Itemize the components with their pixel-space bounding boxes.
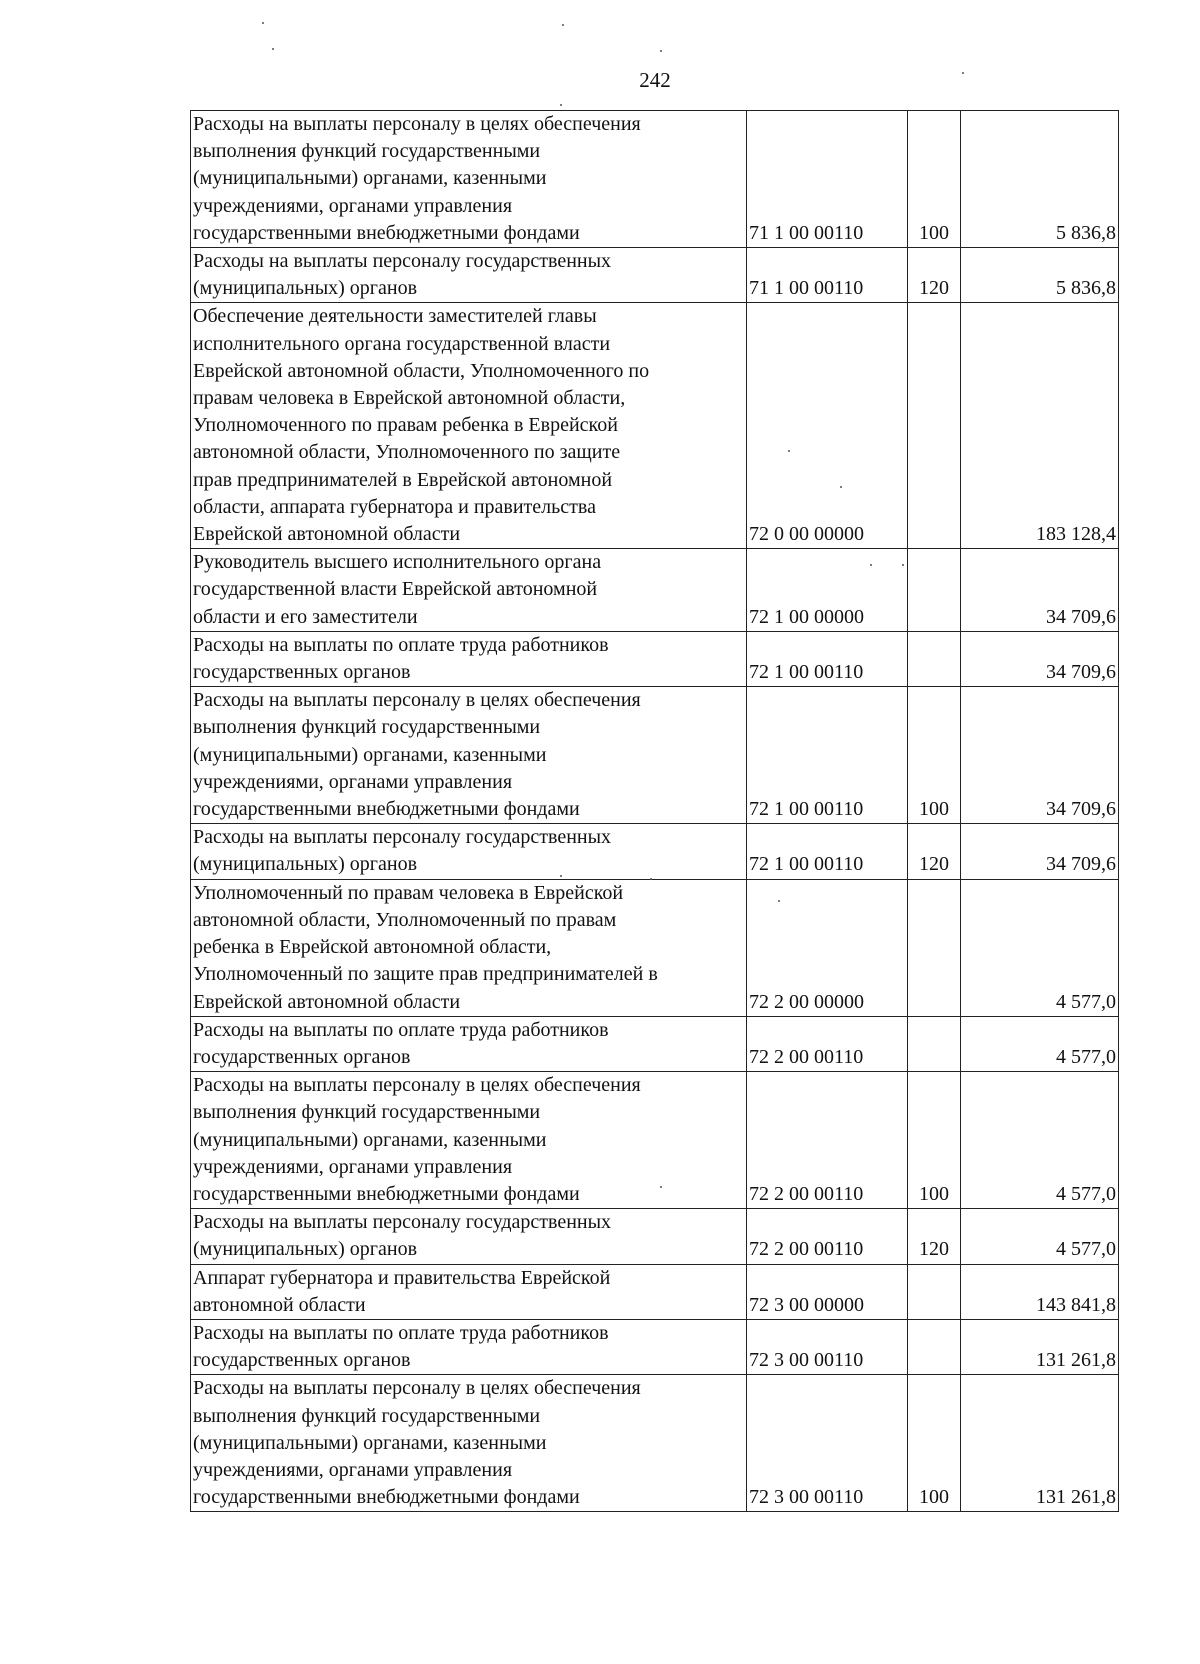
- page-number: 242: [639, 68, 671, 92]
- row-name-line: (муниципальными) органами, казенными: [193, 167, 547, 190]
- row-amount-cell: 34 709,6: [961, 687, 1119, 824]
- scan-speck: [562, 24, 564, 26]
- scan-speck: [778, 900, 780, 902]
- row-expense-type-cell: [908, 1264, 961, 1319]
- row-name-line: государственных органов: [193, 1045, 411, 1068]
- row-expense-type-cell: 100: [908, 687, 961, 824]
- row-expense-type-cell: [908, 549, 961, 632]
- row-name-line: Расходы на выплаты персоналу государственных: [193, 1211, 612, 1234]
- row-name-line: Расходы на выплаты персоналу государственных: [193, 826, 612, 849]
- table-row: [191, 1264, 1119, 1319]
- row-name-line: Расходы на выплаты персоналу в целях обеспечения: [193, 113, 641, 135]
- row-name-line: выполнения функций государственными: [193, 140, 541, 163]
- row-code-cell: 72 3 00 00110: [747, 1375, 908, 1512]
- row-name-cell: [191, 1319, 747, 1374]
- row-name-line: государственных органов: [193, 1349, 411, 1372]
- row-name-line: Расходы на выплаты персоналу в целях обеспечения: [193, 1377, 641, 1400]
- row-name-line: Расходы на выплаты по оплате труда работников: [193, 633, 609, 656]
- table-row: [191, 1209, 1119, 1264]
- row-name-line: исполнительного органа государственной власти: [193, 332, 611, 355]
- row-name-line: (муниципальных) органов: [193, 853, 418, 876]
- table-row: [191, 1319, 1119, 1374]
- row-amount-cell: 131 261,8: [961, 1319, 1119, 1374]
- scan-speck: [272, 48, 274, 50]
- scan-speck: [902, 564, 904, 566]
- row-name-line: выполнения функций государственными: [193, 1101, 541, 1124]
- row-code-cell: 72 1 00 00110: [747, 824, 908, 879]
- row-amount-cell: 143 841,8: [961, 1264, 1119, 1319]
- row-name-line: области и его заместители: [193, 605, 418, 628]
- row-name-line: учреждениями, органами управления: [193, 1458, 513, 1481]
- row-amount-cell: 34 709,6: [961, 824, 1119, 879]
- row-amount-cell: 4 577,0: [961, 879, 1119, 1016]
- scan-speck: [560, 104, 562, 106]
- row-name-cell: [191, 1264, 747, 1319]
- row-expense-type-cell: 100: [908, 1072, 961, 1209]
- row-name-line: Расходы на выплаты персоналу в целях обеспечения: [193, 689, 641, 712]
- row-expense-type-cell: 100: [908, 1375, 961, 1512]
- row-expense-type-cell: 120: [908, 824, 961, 879]
- row-name-cell: [191, 631, 747, 686]
- row-name-line: Расходы на выплаты по оплате труда работников: [193, 1018, 609, 1041]
- table-row: [191, 303, 1119, 549]
- row-name-cell: [191, 549, 747, 632]
- row-expense-type-cell: [908, 879, 961, 1016]
- row-name-line: государственной власти Еврейской автономной: [193, 578, 598, 601]
- table-row: [191, 248, 1119, 303]
- row-amount-cell: 131 261,8: [961, 1375, 1119, 1512]
- row-expense-type-cell: 100: [908, 111, 961, 248]
- row-amount-cell: 4 577,0: [961, 1016, 1119, 1071]
- row-name-line: государственных органов: [193, 661, 411, 684]
- row-name-line: (муниципальных) органов: [193, 1238, 418, 1261]
- table-row: [191, 1375, 1119, 1512]
- row-name-line: Еврейской автономной области: [193, 990, 461, 1013]
- row-name-line: Обеспечение деятельности заместителей главы: [193, 305, 597, 328]
- row-name-line: учреждениями, органами управления: [193, 770, 513, 793]
- row-name-line: государственными внебюджетными фондами: [193, 798, 580, 821]
- row-name-line: Расходы на выплаты персоналу государственных: [193, 250, 612, 273]
- row-name-line: автономной области: [193, 1293, 366, 1316]
- row-name-line: Расходы на выплаты персоналу в целях обеспечения: [193, 1074, 641, 1097]
- row-name-line: Еврейской автономной области: [193, 523, 461, 546]
- row-expense-type-cell: [908, 631, 961, 686]
- row-code-cell: 72 2 00 00110: [747, 1016, 908, 1071]
- row-name-line: прав предпринимателей в Еврейской автономной: [193, 468, 613, 491]
- row-name-line: (муниципальных) органов: [193, 277, 418, 300]
- row-amount-cell: 5 836,8: [961, 248, 1119, 303]
- row-name-cell: [191, 303, 747, 549]
- row-expense-type-cell: [908, 1016, 961, 1071]
- row-name-line: (муниципальными) органами, казенными: [193, 743, 547, 766]
- row-name-line: Еврейской автономной области, Уполномоченного по: [193, 359, 650, 382]
- row-name-cell: [191, 1375, 747, 1512]
- row-name-line: области, аппарата губернатора и правительства: [193, 495, 596, 518]
- row-name-line: (муниципальными) органами, казенными: [193, 1128, 547, 1151]
- row-name-cell: [191, 1209, 747, 1264]
- scan-speck: [962, 72, 964, 74]
- row-name-line: учреждениями, органами управления: [193, 194, 513, 217]
- row-name-cell: [191, 687, 747, 824]
- scan-speck: [560, 875, 562, 877]
- row-name-line: Уполномоченного по правам ребенка в Еврейской: [193, 414, 618, 437]
- row-name-line: ребенка в Еврейской автономной области,: [193, 936, 552, 959]
- row-name-line: Руководитель высшего исполнительного органа: [193, 551, 602, 574]
- table-row: [191, 1016, 1119, 1071]
- row-expense-type-cell: [908, 1319, 961, 1374]
- row-code-cell: 72 2 00 00110: [747, 1209, 908, 1264]
- row-name-line: Расходы на выплаты по оплате труда работников: [193, 1321, 609, 1344]
- row-name-line: государственными внебюджетными фондами: [193, 1182, 580, 1205]
- table-row: [191, 1072, 1119, 1209]
- row-name-line: Уполномоченный по защите прав предпринимателей в: [193, 963, 658, 986]
- row-amount-cell: 5 836,8: [961, 111, 1119, 248]
- row-name-line: автономной области, Уполномоченный по правам: [193, 908, 617, 931]
- scan-speck: [870, 564, 872, 566]
- row-name-line: Аппарат губернатора и правительства Еврейской: [193, 1266, 611, 1289]
- scan-speck: [660, 50, 662, 52]
- scan-speck: [660, 1186, 662, 1188]
- row-name-line: учреждениями, органами управления: [193, 1155, 513, 1178]
- row-expense-type-cell: [908, 303, 961, 549]
- row-name-line: Уполномоченный по правам человека в Еврейской: [193, 881, 624, 904]
- row-name-cell: [191, 824, 747, 879]
- table-row: [191, 879, 1119, 1016]
- row-amount-cell: 4 577,0: [961, 1209, 1119, 1264]
- row-expense-type-cell: 120: [908, 1209, 961, 1264]
- row-name-cell: [191, 1072, 747, 1209]
- row-code-cell: 72 3 00 00110: [747, 1319, 908, 1374]
- table-row: [191, 549, 1119, 632]
- row-code-cell: 72 1 00 00000: [747, 549, 908, 632]
- scan-speck: [840, 486, 842, 488]
- row-name-cell: [191, 111, 747, 248]
- row-code-cell: 71 1 00 00110: [747, 248, 908, 303]
- budget-table: [190, 110, 1119, 1512]
- row-name-line: государственными внебюджетными фондами: [193, 1486, 580, 1509]
- row-code-cell: 71 1 00 00110: [747, 111, 908, 248]
- row-name-line: государственными внебюджетными фондами: [193, 221, 580, 244]
- row-code-cell: 72 1 00 00110: [747, 687, 908, 824]
- table-row: [191, 111, 1119, 248]
- row-name-line: выполнения функций государственными: [193, 1404, 541, 1427]
- row-name-line: (муниципальными) органами, казенными: [193, 1431, 547, 1454]
- row-code-cell: 72 2 00 00000: [747, 879, 908, 1016]
- row-code-cell: 72 0 00 00000: [747, 303, 908, 549]
- row-amount-cell: 4 577,0: [961, 1072, 1119, 1209]
- table-row: [191, 631, 1119, 686]
- row-code-cell: 72 3 00 00000: [747, 1264, 908, 1319]
- table-row: [191, 687, 1119, 824]
- scan-speck: [650, 878, 652, 880]
- row-name-line: правам человека в Еврейской автономной области,: [193, 387, 626, 410]
- table-row: [191, 824, 1119, 879]
- scan-speck: [262, 22, 264, 24]
- row-amount-cell: 34 709,6: [961, 631, 1119, 686]
- row-expense-type-cell: 120: [908, 248, 961, 303]
- row-name-cell: [191, 879, 747, 1016]
- row-code-cell: 72 2 00 00110: [747, 1072, 908, 1209]
- row-name-line: выполнения функций государственными: [193, 716, 541, 739]
- scan-speck: [788, 450, 790, 452]
- row-name-cell: [191, 1016, 747, 1071]
- table-body: [191, 111, 1119, 1512]
- row-name-cell: [191, 248, 747, 303]
- row-amount-cell: 34 709,6: [961, 549, 1119, 632]
- row-amount-cell: 183 128,4: [961, 303, 1119, 549]
- row-name-line: автономной области, Уполномоченного по защите: [193, 441, 621, 464]
- row-code-cell: 72 1 00 00110: [747, 631, 908, 686]
